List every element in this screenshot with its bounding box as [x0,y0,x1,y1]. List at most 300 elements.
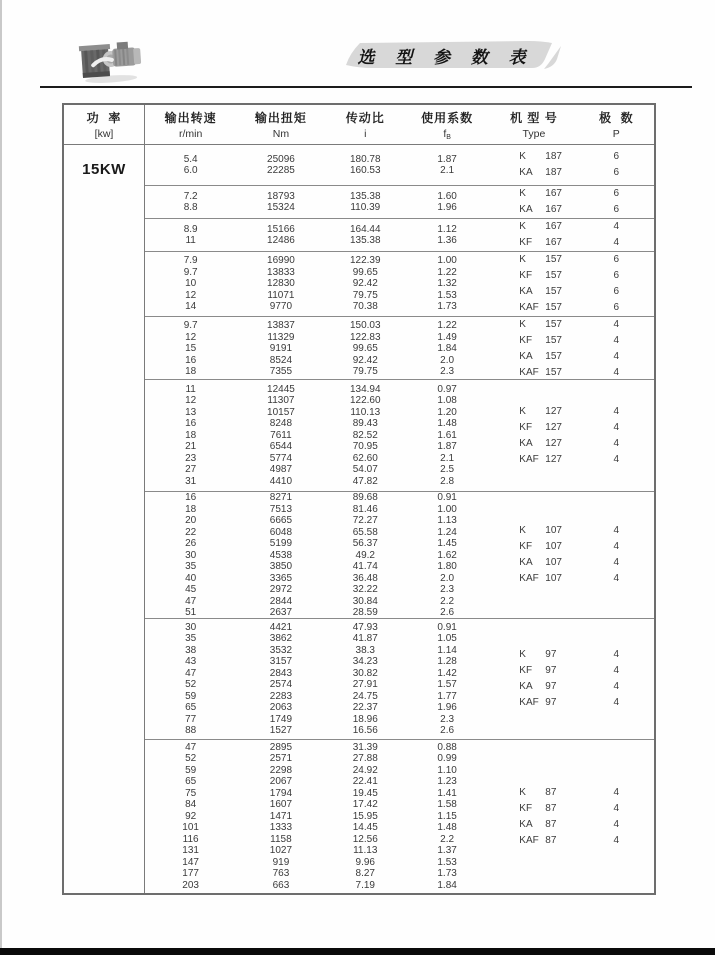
torque-value: 16990 [267,255,295,267]
fb-value: 2.3 [440,713,455,725]
model-size: 97 [545,697,557,708]
type-cell [489,492,578,619]
poles-value: 4 [613,786,620,798]
poles-cell [579,740,654,893]
type-header [489,105,578,145]
service-factor-header-unit [405,127,489,145]
torque-value: 8524 [269,354,293,366]
ratio-value: 17.42 [352,799,378,811]
model-prefix: K [519,649,526,660]
speed-value: 101 [182,822,199,834]
service-factor-header-label: 使用系数 [421,111,474,125]
ratio-cell [326,219,405,251]
fb-value: 2.8 [440,475,455,487]
torque-value: 6544 [269,441,293,453]
ratio-value: 47.82 [352,475,378,487]
model-size: 127 [545,421,562,433]
poles-value: 4 [613,237,620,248]
torque-cell [236,380,325,491]
ratio-cell [326,740,405,893]
speed-value: 203 [182,879,199,891]
torque-value: 1794 [269,787,293,799]
fb-value: 1.73 [437,868,457,880]
torque-value: 10157 [267,406,295,418]
table-group [145,619,654,740]
torque-value: 2283 [269,690,293,702]
type-cell [489,619,578,739]
model-prefix: KF [519,335,533,346]
poles-value: 4 [613,573,620,585]
type-header-label: 机 型 号 [510,111,558,125]
model-size: 157 [545,335,562,346]
service-factor-cell [405,219,489,251]
fb-value: 2.5 [440,464,455,476]
model-size: 107 [545,541,562,553]
gearmotor-illustration [76,37,150,87]
ratio-value: 22.37 [352,702,378,713]
model-prefix: K [519,525,526,537]
model-prefix: KAF [519,453,539,465]
speed-value: 14 [185,301,197,313]
model-type-value [519,252,562,268]
torque-value: 11307 [267,395,295,407]
speed-value: 52 [185,753,197,765]
model-type-value [519,801,556,817]
poles-header-unit: P [612,128,620,140]
ratio-value: 22.41 [352,776,378,788]
fb-value: 1.00 [437,503,457,515]
torque-value: 6665 [269,515,293,526]
fb-value: 0.97 [437,383,457,395]
fb-value: 1.49 [437,331,457,343]
ratio-value: 24.92 [352,764,378,776]
speed-cell [145,186,236,218]
ratio-cell [326,317,405,380]
torque-cell [236,219,325,251]
fb-value: 1.96 [437,702,457,713]
torque-header [236,105,325,145]
ratio-value: 79.75 [352,289,378,301]
fb-value: 1.22 [437,266,457,278]
ratio-cell [326,145,405,185]
service-factor-cell [405,317,489,380]
ratio-value: 89.43 [352,418,378,430]
torque-value: 18793 [267,190,295,202]
speed-value: 26 [185,538,197,549]
speed-value: 116 [182,833,199,845]
model-prefix: K [519,221,526,232]
speed-value: 131 [182,845,199,857]
speed-value: 88 [185,725,197,736]
fb-value: 0.91 [437,621,457,633]
poles-value: 4 [613,453,620,465]
model-size: 157 [545,367,562,378]
poles-value: 6 [613,270,620,281]
ratio-value: 92.42 [352,278,378,290]
fb-value: 2.1 [440,165,455,176]
speed-value: 23 [185,452,197,464]
ratio-cell [326,186,405,218]
model-size: 87 [545,818,557,830]
model-type-value [519,365,562,380]
model-size: 127 [545,405,562,417]
model-prefix: KA [519,681,533,692]
model-type-value [519,663,556,679]
speed-value: 177 [182,868,199,880]
poles-cell [579,317,654,380]
power-header-unit: [kw] [94,128,114,140]
model-type-value [519,186,562,202]
poles-value: 4 [613,221,620,232]
model-prefix: KA [519,286,533,297]
ratio-value: 70.95 [352,441,378,453]
ratio-value: 27.88 [352,753,378,765]
model-type-value [519,333,562,349]
speed-cell [145,740,236,893]
fb-value: 1.36 [437,235,457,246]
torque-value: 6048 [269,526,293,538]
speed-value: 21 [185,441,197,453]
speed-value: 5.4 [183,153,198,165]
ratio-value: 81.46 [352,503,378,515]
model-size: 167 [545,221,562,232]
poles-value: 6 [613,188,620,199]
table-group [145,380,654,492]
poles-cell [579,219,654,251]
torque-value: 13833 [267,266,295,278]
torque-value: 4421 [269,621,293,633]
poles-value: 4 [613,681,620,692]
poles-value: 4 [613,319,620,330]
torque-value: 2895 [269,741,293,753]
torque-cell [236,619,325,739]
model-type-value [519,523,562,539]
torque-value: 9191 [269,343,293,355]
model-size: 157 [545,302,562,313]
poles-cell [579,380,654,491]
fb-value: 1.12 [437,223,457,235]
torque-value: 2844 [269,595,293,607]
model-size: 167 [545,204,562,215]
factor-symbol: f [443,128,447,140]
fb-value: 2.6 [440,725,455,736]
ratio-value: 135.38 [349,235,381,246]
service-factor-cell [405,252,489,316]
speed-value: 22 [185,526,197,538]
ratio-value: 72.27 [352,515,378,526]
speed-cell [145,317,236,380]
factor-subscript: B [446,134,451,141]
speed-value: 18 [185,366,197,378]
speed-value: 9.7 [183,266,198,278]
model-prefix: KAF [519,834,539,846]
speed-value: 15 [185,343,197,355]
fb-value: 1.96 [437,202,457,213]
speed-value: 11 [185,235,196,246]
ratio-value: 62.60 [352,452,378,464]
ratio-cell [326,252,405,316]
torque-value: 4538 [269,549,293,561]
speed-header-label: 输出转速 [164,111,217,125]
speed-value: 30 [185,549,197,561]
ratio-header [326,105,405,145]
selection-table [62,103,656,895]
fb-value: 2.3 [440,366,455,378]
torque-cell [236,186,325,218]
ratio-header-unit: i [364,128,367,140]
poles-value: 6 [613,254,620,265]
speed-value: 31 [185,475,197,487]
ratio-value: 16.56 [352,725,378,736]
fb-value: 1.15 [437,810,457,822]
ratio-value: 70.38 [352,301,378,313]
fb-value: 0.88 [437,741,457,753]
model-type-value [519,647,556,663]
type-cell [489,145,578,185]
speed-value: 47 [185,741,197,753]
model-size: 127 [545,437,562,449]
fb-value: 1.00 [437,255,457,267]
service-factor-cell [405,740,489,893]
ratio-value: 32.22 [352,584,378,595]
ratio-cell [326,492,405,619]
ratio-value: 31.39 [352,741,378,753]
model-type-value [519,817,556,833]
model-type-value [519,420,562,436]
model-type-value [519,833,556,849]
model-size: 107 [545,557,562,569]
ratio-value: 49.2 [355,549,375,561]
speed-value: 12 [185,331,197,343]
model-prefix: KA [519,204,533,215]
table-group [145,186,654,219]
poles-value: 4 [613,802,620,814]
speed-cell [145,380,236,491]
poles-cell [579,145,654,185]
fb-value: 1.13 [437,515,457,526]
speed-value: 77 [185,713,197,725]
torque-value: 663 [272,879,290,891]
power-header-label: 功 率 [86,111,122,125]
model-prefix: KA [519,557,533,569]
poles-value: 4 [613,818,620,830]
ratio-value: 134.94 [349,383,381,395]
poles-cell [579,252,654,316]
fb-value: 1.10 [437,764,457,776]
model-prefix: KF [519,421,533,433]
speed-value: 92 [185,810,197,822]
torque-value: 2298 [269,764,293,776]
model-prefix: KAF [519,302,539,313]
poles-value: 4 [613,405,620,417]
model-prefix: KF [519,665,533,676]
speed-value: 13 [185,406,197,418]
ratio-cell [326,619,405,739]
speed-cell [145,145,236,185]
speed-value: 75 [185,787,197,799]
ratio-value: 160.53 [349,165,381,176]
speed-value: 65 [185,702,197,713]
model-size: 97 [545,649,557,660]
model-type-value [519,202,562,218]
speed-value: 47 [185,595,197,607]
torque-value: 2067 [269,776,293,788]
model-size: 157 [545,270,562,281]
speed-value: 38 [185,644,197,656]
model-type-value [519,452,562,468]
power-column [64,105,145,893]
torque-value: 22285 [267,165,295,176]
model-prefix: KAF [519,697,539,708]
speed-value: 16 [185,418,197,430]
fb-value: 1.87 [437,153,457,165]
model-prefix: K [519,188,526,199]
fb-value: 1.84 [437,343,457,355]
type-cell [489,740,578,893]
gearmotor-logo-image [76,37,150,87]
torque-value: 7611 [270,429,292,441]
model-prefix: K [519,405,526,417]
type-cell [489,380,578,491]
speed-value: 10 [185,278,197,290]
torque-value: 1527 [269,725,293,736]
poles-value: 4 [613,351,620,362]
speed-value: 84 [185,799,197,811]
speed-value: 6.0 [183,165,198,176]
fb-value: 1.53 [437,289,457,301]
ratio-value: 34.23 [352,656,378,667]
ratio-value: 28.59 [352,607,378,618]
torque-value: 8271 [269,492,293,503]
speed-value: 11 [185,383,196,395]
fb-value: 1.61 [437,429,457,441]
model-type-value [519,349,562,365]
speed-value: 7.9 [183,255,198,267]
type-cell [489,317,578,380]
ratio-value: 18.96 [352,713,378,725]
torque-value: 2843 [269,667,293,679]
torque-value: 7355 [269,366,293,378]
torque-value: 1027 [269,845,293,857]
poles-value: 4 [613,697,620,708]
ratio-value: 122.60 [349,395,381,407]
torque-value: 2972 [269,584,293,595]
service-factor-cell [405,380,489,491]
model-prefix: K [519,786,526,798]
poles-value: 6 [613,167,620,178]
type-header-unit: Type [522,128,546,140]
ratio-value: 110.13 [350,406,381,418]
fb-value: 1.60 [437,190,457,202]
fb-value: 2.1 [440,452,455,464]
poles-cell [579,619,654,739]
torque-value: 1607 [269,799,293,811]
speed-header [145,105,236,145]
power-value: 15KW [82,161,126,178]
model-size: 127 [545,453,562,465]
ratio-value: 99.65 [352,343,378,355]
model-type-value [519,679,556,695]
ratio-value: 9.96 [355,856,375,868]
ratio-value: 56.37 [352,538,378,549]
poles-value: 4 [613,421,620,433]
fb-value: 1.28 [437,656,457,667]
fb-value: 1.24 [437,526,457,538]
torque-value: 763 [272,868,290,880]
torque-cell [236,317,325,380]
model-prefix: K [519,254,526,265]
ratio-value: 27.91 [352,679,378,690]
fb-value: 1.48 [437,418,457,430]
torque-header-label: 输出扭矩 [254,111,307,125]
torque-value: 3862 [269,633,293,644]
type-cell [489,219,578,251]
fb-value: 1.22 [437,320,457,332]
torque-cell [236,740,325,893]
model-size: 187 [545,151,562,162]
ratio-cell [326,380,405,491]
torque-cell [236,252,325,316]
ratio-value: 36.48 [352,572,378,584]
poles-header-label: 极 数 [598,111,634,125]
torque-value: 3532 [269,644,293,656]
model-prefix: KA [519,818,533,830]
speed-value: 147 [182,856,199,868]
torque-value: 11329 [267,331,295,343]
model-size: 157 [545,319,562,330]
poles-value: 6 [613,286,620,297]
poles-value: 4 [613,665,620,676]
model-size: 157 [545,351,562,362]
fb-value: 2.2 [440,595,455,607]
fb-value: 0.91 [437,492,457,503]
model-prefix: KAF [519,367,539,378]
fb-value: 2.6 [440,607,455,618]
ratio-value: 24.75 [352,690,378,702]
poles-value: 4 [613,335,620,346]
speed-value: 20 [185,515,197,526]
speed-value: 12 [185,395,197,407]
model-type-value [519,268,562,284]
speed-cell [145,219,236,251]
model-size: 97 [545,681,557,692]
page-title: 选 型 参 数 表 [357,48,534,67]
ratio-value: 12.56 [352,833,378,845]
ratio-value: 54.07 [352,464,378,476]
ratio-value: 89.68 [352,492,378,503]
speed-value: 35 [185,561,197,572]
speed-value: 27 [185,464,197,476]
fb-value: 2.0 [440,354,455,366]
torque-value: 1471 [269,810,293,822]
model-type-value [519,284,562,300]
torque-value: 8248 [269,418,293,430]
fb-value: 1.62 [437,549,457,561]
table-group [145,317,654,380]
model-prefix: KF [519,237,533,248]
torque-value: 11071 [267,289,295,301]
model-prefix: KA [519,167,533,178]
torque-value: 13837 [267,320,295,332]
fb-value: 1.80 [437,561,457,572]
speed-header-unit: r/min [178,128,203,140]
ratio-value: 15.95 [352,810,378,822]
model-type-value [519,404,562,420]
fb-value: 1.57 [437,679,457,690]
torque-value: 4987 [269,464,293,476]
torque-header-unit: Nm [272,128,290,140]
speed-value: 43 [185,656,197,667]
